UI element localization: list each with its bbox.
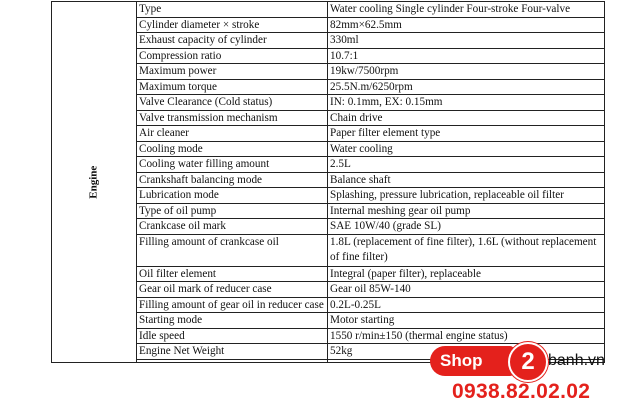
- spec-name: Oil filter element: [137, 266, 328, 282]
- spec-name: Exhaust capacity of cylinder: [137, 33, 328, 49]
- spec-value: Paper filter element type: [328, 126, 605, 142]
- spec-name: Valve transmission mechanism: [137, 110, 328, 126]
- spec-value: IN: 0.1mm, EX: 0.15mm: [328, 95, 605, 111]
- engine-spec-table: [51, 1, 605, 363]
- empty-cell: [137, 359, 328, 362]
- spec-value: 19kw/7500rpm: [328, 64, 605, 80]
- spec-name: Filling amount of gear oil in reducer case: [137, 297, 328, 313]
- spec-value: Internal meshing gear oil pump: [328, 203, 605, 219]
- spec-value: 82mm×62.5mm: [328, 17, 605, 33]
- spec-value: 330ml: [328, 33, 605, 49]
- spec-value: 0.2L-0.25L: [328, 297, 605, 313]
- section-label: Engine: [87, 165, 100, 199]
- table-row: [52, 2, 605, 18]
- spec-value: 52kg: [328, 344, 605, 360]
- spec-name: Crankshaft balancing mode: [137, 172, 328, 188]
- spec-name: Engine Net Weight: [137, 344, 328, 360]
- spec-value: Integral (paper filter), replaceable: [328, 266, 605, 282]
- spec-value: 10.7:1: [328, 48, 605, 64]
- spec-name: Maximum torque: [137, 79, 328, 95]
- spec-value: Water cooling: [328, 141, 605, 157]
- spec-name: Filling amount of crankcase oil: [137, 234, 328, 266]
- spec-name: Cooling water filling amount: [137, 157, 328, 173]
- spec-value: Motor starting: [328, 313, 605, 329]
- spec-name: Crankcase oil mark: [137, 219, 328, 235]
- spec-value: Chain drive: [328, 110, 605, 126]
- spec-name: Compression ratio: [137, 48, 328, 64]
- spec-name: Lubrication mode: [137, 188, 328, 204]
- section-label-cell: [52, 2, 137, 363]
- spec-value: Splashing, pressure lubrication, replaceable oil filter: [328, 188, 605, 204]
- spec-name: Maximum power: [137, 64, 328, 80]
- spec-name: Cooling mode: [137, 141, 328, 157]
- spec-value: Gear oil 85W-140: [328, 282, 605, 298]
- spec-value: SAE 10W/40 (grade SL): [328, 219, 605, 235]
- spec-name: Type: [137, 2, 328, 18]
- spec-name: Cylinder diameter × stroke: [137, 17, 328, 33]
- spec-name: Air cleaner: [137, 126, 328, 142]
- spec-value: 1.8L (replacement of fine filter), 1.6L (without replacement of fine filter): [328, 234, 605, 266]
- spec-value: Balance shaft: [328, 172, 605, 188]
- spec-name: Starting mode: [137, 313, 328, 329]
- shop-label: Shop: [430, 346, 514, 376]
- spec-name: Idle speed: [137, 328, 328, 344]
- spec-name: Type of oil pump: [137, 203, 328, 219]
- spec-name: Valve Clearance (Cold status): [137, 95, 328, 111]
- logo-number-badge: 2: [508, 342, 548, 382]
- spec-value: 25.5N.m/6250rpm: [328, 79, 605, 95]
- spec-value: 1550 r/min±150 (thermal engine status): [328, 328, 605, 344]
- spec-name: Gear oil mark of reducer case: [137, 282, 328, 298]
- spec-value: 2.5L: [328, 157, 605, 173]
- phone-number: 0938.82.02.02: [452, 380, 591, 403]
- shop2banh-watermark: [430, 340, 620, 410]
- brand-domain: banh.vn: [548, 352, 605, 369]
- spec-value: Water cooling Single cylinder Four-stroke Four-valve: [328, 2, 605, 18]
